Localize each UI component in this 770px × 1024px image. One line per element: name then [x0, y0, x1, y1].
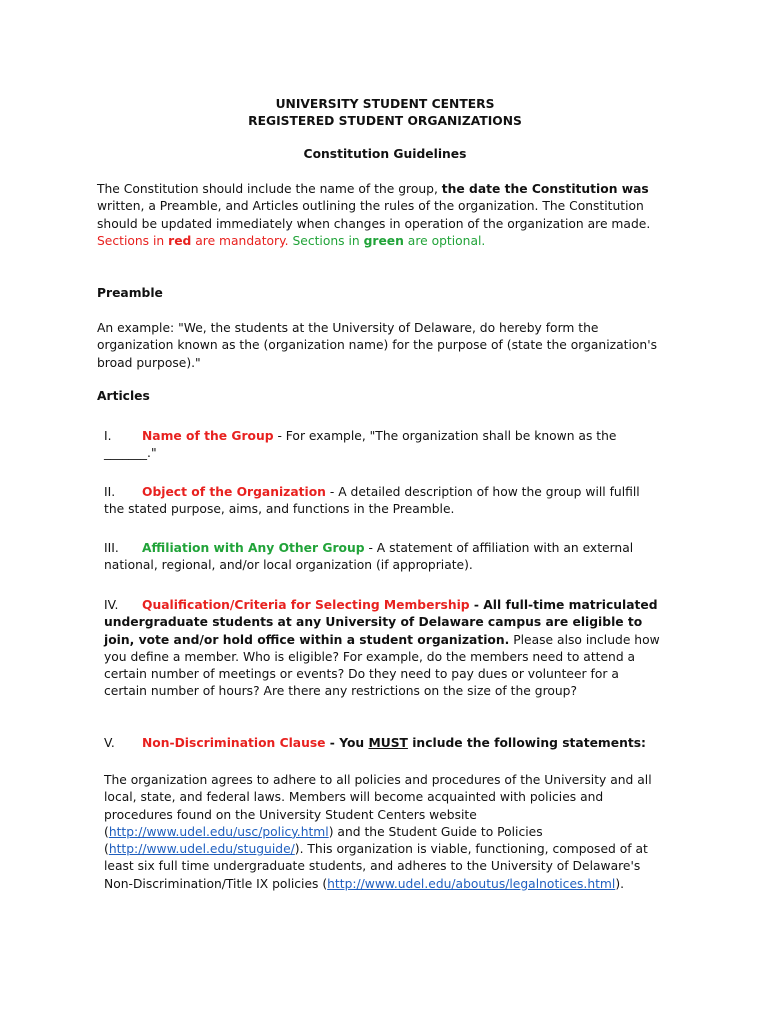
article-4 [104, 597, 660, 701]
mandatory-note-red: red [168, 233, 192, 248]
article-4-title: Qualification/Criteria for Selecting Membership [142, 598, 470, 612]
student-guide-link[interactable]: http://www.udel.edu/stuguide/ [108, 842, 295, 857]
intro-paragraph [97, 181, 657, 250]
intro-bold-date: the date the Constitution was [441, 182, 649, 196]
article-3 [104, 540, 660, 575]
article-3-title: Affiliation with Any Other Group [142, 541, 365, 555]
article-5-b1: - You [325, 736, 369, 750]
article-2-title: Object of the Organization [142, 485, 326, 499]
legal-notices-link[interactable]: http://www.udel.edu/aboutus/legalnotices.html [327, 876, 616, 891]
optional-note-a: Sections in [292, 233, 364, 248]
header-line-2: REGISTERED STUDENT ORGANIZATIONS [248, 114, 522, 128]
statement-text-4: ). [615, 876, 625, 891]
article-3-text: - A statement of affiliation with an external national, regional, and/or local organization (if appropriate). [104, 541, 634, 573]
statement-text-2: ) and the Student Guide to Policies ( [104, 824, 543, 857]
article-1-text: - For example, "The organization shall be known as the _______." [104, 429, 617, 461]
article-5-title: Non-Discrimination Clause [142, 736, 326, 750]
header-line-1: UNIVERSITY STUDENT CENTERS [275, 97, 495, 111]
article-1 [104, 428, 660, 463]
article-1-title: Name of the Group [142, 429, 274, 443]
non-discrimination-statement [104, 772, 652, 893]
article-5-number: V. [104, 736, 115, 750]
article-2-number: II. [104, 485, 116, 499]
article-5-must: MUST [368, 736, 408, 750]
article-4-bold-text: All full-time matriculated undergraduate students at any University of Delaware campus are eligible to join, vote and/or hold office within a student organization. [104, 598, 658, 647]
article-5-b2: include the following statements: [407, 736, 646, 750]
statement-text-3: ). This organization is viable, functioning, composed of at least six full time undergraduate students, and adheres to the University of Delaware's Non-Discrimination/Title IX policies ( [104, 842, 648, 891]
intro-text-2: written, a Preamble, and Articles outlining the rules of the organization. The Constitution should be updated immediately when changes in operation of the organization are made. [97, 199, 651, 231]
mandatory-note-a: Sections in [97, 233, 169, 248]
mandatory-note-c: are mandatory. [191, 233, 293, 248]
articles-heading: Articles [97, 389, 150, 403]
article-4-number: IV. [104, 598, 119, 612]
article-2-text: - A detailed description of how the group will fulfill the stated purpose, aims, and functions in the Preamble. [104, 485, 640, 517]
preamble-text: An example: "We, the students at the University of Delaware, do hereby form the organization known as the (organization name) for the purpose of (state the organization's broad purpose)." [97, 321, 657, 370]
article-1-number: I. [104, 429, 112, 443]
page-subtitle: Constitution Guidelines [303, 147, 467, 161]
article-4-dash: - [469, 598, 484, 612]
article-3-number: III. [104, 541, 119, 555]
preamble-heading: Preamble [97, 286, 163, 300]
article-5 [104, 735, 660, 752]
intro-text-1: The Constitution should include the name of the group, [97, 182, 442, 196]
optional-note-c: are optional. [403, 233, 486, 248]
optional-note-green: green [363, 233, 404, 248]
statement-text-1: The organization agrees to adhere to all policies and procedures of the University and all local, state, and federal laws. Members will become acquainted with policies and procedures found on the University Student Centers website ( [104, 773, 652, 839]
article-4-text: Please also include how you define a member. Who is eligible? For example, do the members need to attend a certain number of meetings or events? Do they need to pay dues or volunteer for a certain number of hours? Are there any restrictions on the size of the group? [104, 632, 660, 699]
article-2 [104, 484, 660, 519]
policy-link[interactable]: http://www.udel.edu/usc/policy.html [108, 824, 329, 839]
